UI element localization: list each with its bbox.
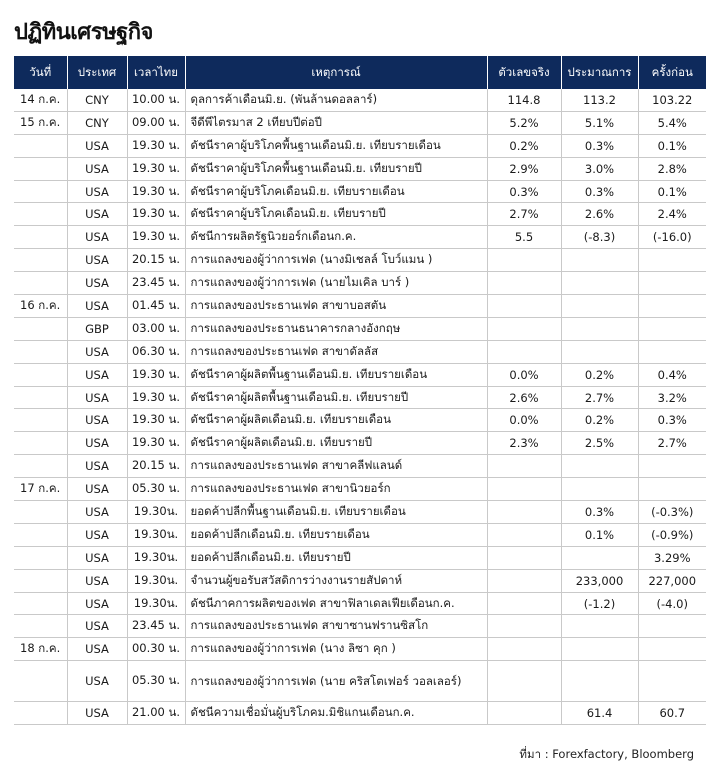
row-event: การแถลงของผู้ว่าการเฟด (นายไมเคิล บาร์ ) — [185, 272, 487, 295]
row-country: USA — [67, 363, 127, 386]
table-row — [14, 432, 706, 455]
row-actual: 0.2% — [487, 134, 561, 157]
row-actual — [487, 638, 561, 661]
row-date — [14, 203, 67, 226]
table-header-row — [14, 56, 706, 89]
row-date — [14, 157, 67, 180]
row-previous: 227,000 — [638, 569, 706, 592]
table-row — [14, 478, 706, 501]
row-time: 19.30น. — [127, 592, 185, 615]
row-time: 19.30 น. — [127, 180, 185, 203]
row-date — [14, 386, 67, 409]
row-time: 19.30 น. — [127, 432, 185, 455]
row-previous — [638, 249, 706, 272]
row-date — [14, 363, 67, 386]
row-forecast — [561, 455, 638, 478]
row-time: 19.30น. — [127, 501, 185, 524]
row-previous — [638, 478, 706, 501]
row-actual — [487, 546, 561, 569]
row-previous — [638, 638, 706, 661]
row-actual — [487, 455, 561, 478]
row-forecast: 113.2 — [561, 89, 638, 111]
row-forecast: (-8.3) — [561, 226, 638, 249]
header-previous: ครั้งก่อน — [638, 56, 706, 89]
row-date: 16 ก.ค. — [14, 295, 67, 318]
row-forecast: 3.0% — [561, 157, 638, 180]
row-event: ดัชนีราคาผู้บริโภคเดือนมิ.ย. เทียบรายเดือน — [185, 180, 487, 203]
row-country: USA — [67, 592, 127, 615]
row-actual: 0.0% — [487, 409, 561, 432]
table-row — [14, 615, 706, 638]
row-forecast: 0.2% — [561, 363, 638, 386]
row-previous: 3.29% — [638, 546, 706, 569]
row-previous: 2.8% — [638, 157, 706, 180]
row-previous — [638, 340, 706, 363]
row-previous: 0.3% — [638, 409, 706, 432]
row-event: ดัชนีราคาผู้ผลิตเดือนมิ.ย. เทียบรายปี — [185, 432, 487, 455]
table-row — [14, 111, 706, 134]
row-previous — [638, 272, 706, 295]
row-actual: 5.2% — [487, 111, 561, 134]
row-time: 19.30 น. — [127, 134, 185, 157]
row-forecast: 2.6% — [561, 203, 638, 226]
row-previous: (-0.9%) — [638, 523, 706, 546]
table-row — [14, 569, 706, 592]
header-event: เหตุการณ์ — [185, 56, 487, 89]
row-date — [14, 226, 67, 249]
row-country: GBP — [67, 317, 127, 340]
row-forecast — [561, 478, 638, 501]
row-forecast — [561, 546, 638, 569]
row-date — [14, 249, 67, 272]
row-forecast — [561, 340, 638, 363]
row-time: 19.30น. — [127, 569, 185, 592]
row-date — [14, 409, 67, 432]
table-row — [14, 89, 706, 111]
row-date — [14, 432, 67, 455]
row-forecast: (-1.2) — [561, 592, 638, 615]
economic-calendar-table — [14, 56, 706, 725]
row-country: CNY — [67, 89, 127, 111]
row-country: USA — [67, 134, 127, 157]
row-country: USA — [67, 523, 127, 546]
row-time: 19.30 น. — [127, 203, 185, 226]
row-time: 10.00 น. — [127, 89, 185, 111]
row-actual — [487, 295, 561, 318]
row-date: 18 ก.ค. — [14, 638, 67, 661]
row-event: การแถลงของผู้ว่าการเฟด (นาย คริสโตเฟอร์ วอลเลอร์) — [185, 661, 487, 702]
table-row — [14, 455, 706, 478]
source-note: ที่มา : Forexfactory, Bloomberg — [519, 747, 694, 761]
row-time: 00.30 น. — [127, 638, 185, 661]
row-country: USA — [67, 203, 127, 226]
row-country: USA — [67, 409, 127, 432]
row-previous: 2.7% — [638, 432, 706, 455]
row-previous — [638, 295, 706, 318]
row-date — [14, 546, 67, 569]
row-actual: 0.3% — [487, 180, 561, 203]
row-time: 19.30 น. — [127, 226, 185, 249]
row-previous: 103.22 — [638, 89, 706, 111]
row-previous: 0.1% — [638, 134, 706, 157]
table-row — [14, 226, 706, 249]
row-date — [14, 569, 67, 592]
row-event: การแถลงของประธานเฟด สาขานิวยอร์ก — [185, 478, 487, 501]
row-actual — [487, 272, 561, 295]
row-time: 20.15 น. — [127, 455, 185, 478]
row-event: การแถลงของประธานเฟด สาขาซานฟรานซิสโก — [185, 615, 487, 638]
row-actual: 2.7% — [487, 203, 561, 226]
row-time: 19.30 น. — [127, 363, 185, 386]
row-date — [14, 317, 67, 340]
row-event: ดัชนีราคาผู้บริโภคเดือนมิ.ย. เทียบรายปี — [185, 203, 487, 226]
row-event: ดัชนีราคาผู้ผลิตพื้นฐานเดือนมิ.ย. เทียบรายเดือน — [185, 363, 487, 386]
row-country: USA — [67, 180, 127, 203]
row-time: 09.00 น. — [127, 111, 185, 134]
row-forecast: 0.2% — [561, 409, 638, 432]
row-event: ยอดค้าปลีกเดือนมิ.ย. เทียบรายปี — [185, 546, 487, 569]
row-event: ยอดค้าปลีกพื้นฐานเดือนมิ.ย. เทียบรายเดือน — [185, 501, 487, 524]
row-previous: 5.4% — [638, 111, 706, 134]
row-country: USA — [67, 226, 127, 249]
row-time: 05.30 น. — [127, 661, 185, 702]
row-date — [14, 523, 67, 546]
row-time: 03.00 น. — [127, 317, 185, 340]
row-time: 21.00 น. — [127, 702, 185, 725]
row-event: การแถลงของประธานธนาคารกลางอังกฤษ — [185, 317, 487, 340]
table-row — [14, 409, 706, 432]
row-time: 19.30 น. — [127, 157, 185, 180]
row-previous — [638, 317, 706, 340]
table-row — [14, 638, 706, 661]
row-actual: 2.3% — [487, 432, 561, 455]
row-actual: 2.6% — [487, 386, 561, 409]
row-event: การแถลงของประธานเฟด สาขาบอสตัน — [185, 295, 487, 318]
row-actual: 5.5 — [487, 226, 561, 249]
row-actual — [487, 523, 561, 546]
table-row — [14, 340, 706, 363]
row-time: 20.15 น. — [127, 249, 185, 272]
header-actual: ตัวเลขจริง — [487, 56, 561, 89]
row-country: USA — [67, 615, 127, 638]
row-time: 06.30 น. — [127, 340, 185, 363]
row-country: USA — [67, 295, 127, 318]
row-country: USA — [67, 661, 127, 702]
row-previous: (-4.0) — [638, 592, 706, 615]
row-time: 05.30 น. — [127, 478, 185, 501]
row-previous — [638, 661, 706, 702]
row-previous: (-0.3%) — [638, 501, 706, 524]
row-forecast — [561, 615, 638, 638]
row-forecast: 2.5% — [561, 432, 638, 455]
row-date — [14, 455, 67, 478]
row-actual — [487, 501, 561, 524]
table-row — [14, 317, 706, 340]
table-row — [14, 592, 706, 615]
row-forecast: 0.3% — [561, 180, 638, 203]
row-previous: (-16.0) — [638, 226, 706, 249]
row-date — [14, 661, 67, 702]
row-time: 19.30น. — [127, 546, 185, 569]
row-actual — [487, 661, 561, 702]
row-country: USA — [67, 249, 127, 272]
row-previous: 60.7 — [638, 702, 706, 725]
header-time: เวลาไทย — [127, 56, 185, 89]
table-row — [14, 661, 706, 702]
row-date — [14, 501, 67, 524]
row-forecast: 233,000 — [561, 569, 638, 592]
row-event: การแถลงของผู้ว่าการเฟด (นางมิเชลล์ โบว์แมน ) — [185, 249, 487, 272]
row-time: 01.45 น. — [127, 295, 185, 318]
row-date: 15 ก.ค. — [14, 111, 67, 134]
row-country: USA — [67, 432, 127, 455]
row-event: ดัชนีราคาผู้บริโภคพื้นฐานเดือนมิ.ย. เทียบรายปี — [185, 157, 487, 180]
row-forecast — [561, 272, 638, 295]
row-date: 17 ก.ค. — [14, 478, 67, 501]
row-actual: 114.8 — [487, 89, 561, 111]
row-previous: 2.4% — [638, 203, 706, 226]
row-actual — [487, 317, 561, 340]
row-forecast — [561, 249, 638, 272]
row-event: ดัชนีการผลิตรัฐนิวยอร์กเดือนก.ค. — [185, 226, 487, 249]
table-row — [14, 249, 706, 272]
row-forecast — [561, 661, 638, 702]
table-row — [14, 523, 706, 546]
row-actual — [487, 569, 561, 592]
row-date — [14, 180, 67, 203]
row-event: ยอดค้าปลีกเดือนมิ.ย. เทียบรายเดือน — [185, 523, 487, 546]
row-event: ดุลการค้าเดือนมิ.ย. (พันล้านดอลลาร์) — [185, 89, 487, 111]
row-forecast: 61.4 — [561, 702, 638, 725]
row-actual: 2.9% — [487, 157, 561, 180]
row-actual — [487, 249, 561, 272]
row-country: USA — [67, 455, 127, 478]
row-country: USA — [67, 478, 127, 501]
row-country: USA — [67, 386, 127, 409]
row-forecast — [561, 317, 638, 340]
table-row — [14, 157, 706, 180]
row-time: 19.30น. — [127, 523, 185, 546]
header-forecast: ประมาณการ — [561, 56, 638, 89]
table-row — [14, 386, 706, 409]
row-actual — [487, 478, 561, 501]
header-date: วันที่ — [14, 56, 67, 89]
row-date — [14, 592, 67, 615]
row-event: ดัชนีภาคการผลิตของเฟด สาขาฟิลาเดลเฟียเดือนก.ค. — [185, 592, 487, 615]
row-country: USA — [67, 340, 127, 363]
row-event: ดัชนีความเชื่อมั่นผู้บริโภคม.มิชิแกนเดือนก.ค. — [185, 702, 487, 725]
row-country: USA — [67, 157, 127, 180]
row-actual — [487, 702, 561, 725]
row-forecast: 5.1% — [561, 111, 638, 134]
table-row — [14, 180, 706, 203]
row-date — [14, 340, 67, 363]
table-row — [14, 272, 706, 295]
table-row — [14, 702, 706, 725]
row-previous — [638, 455, 706, 478]
row-previous — [638, 615, 706, 638]
table-row — [14, 134, 706, 157]
table-row — [14, 501, 706, 524]
row-event: ดัชนีราคาผู้บริโภคพื้นฐานเดือนมิ.ย. เทียบรายเดือน — [185, 134, 487, 157]
row-country: USA — [67, 501, 127, 524]
table-row — [14, 295, 706, 318]
row-date — [14, 272, 67, 295]
row-event: ดัชนีราคาผู้ผลิตเดือนมิ.ย. เทียบรายเดือน — [185, 409, 487, 432]
row-time: 23.45 น. — [127, 272, 185, 295]
row-date — [14, 702, 67, 725]
row-previous: 0.4% — [638, 363, 706, 386]
row-forecast — [561, 638, 638, 661]
row-date: 14 ก.ค. — [14, 89, 67, 111]
row-time: 19.30 น. — [127, 386, 185, 409]
table-row — [14, 363, 706, 386]
row-forecast: 0.1% — [561, 523, 638, 546]
row-country: CNY — [67, 111, 127, 134]
row-date — [14, 134, 67, 157]
row-forecast: 0.3% — [561, 501, 638, 524]
row-country: USA — [67, 638, 127, 661]
row-country: USA — [67, 546, 127, 569]
header-country: ประเทศ — [67, 56, 127, 89]
row-time: 23.45 น. — [127, 615, 185, 638]
row-previous: 0.1% — [638, 180, 706, 203]
page-title: ปฏิทินเศรษฐกิจ — [14, 20, 153, 45]
row-event: จำนวนผู้ขอรับสวัสดิการว่างงานรายสัปดาห์ — [185, 569, 487, 592]
row-event: การแถลงของประธานเฟด สาขาคลีฟแลนด์ — [185, 455, 487, 478]
row-previous: 3.2% — [638, 386, 706, 409]
row-time: 19.30 น. — [127, 409, 185, 432]
row-forecast: 2.7% — [561, 386, 638, 409]
row-date — [14, 615, 67, 638]
row-actual: 0.0% — [487, 363, 561, 386]
row-actual — [487, 592, 561, 615]
table-row — [14, 203, 706, 226]
row-event: การแถลงของประธานเฟด สาขาดัลลัส — [185, 340, 487, 363]
row-country: USA — [67, 569, 127, 592]
row-actual — [487, 615, 561, 638]
row-country: USA — [67, 702, 127, 725]
row-event: จีดีพีไตรมาส 2 เทียบปีต่อปี — [185, 111, 487, 134]
row-actual — [487, 340, 561, 363]
row-country: USA — [67, 272, 127, 295]
row-forecast — [561, 295, 638, 318]
row-forecast: 0.3% — [561, 134, 638, 157]
row-event: การแถลงของผู้ว่าการเฟด (นาง ลิซา คุก ) — [185, 638, 487, 661]
table-row — [14, 546, 706, 569]
row-event: ดัชนีราคาผู้ผลิตพื้นฐานเดือนมิ.ย. เทียบรายปี — [185, 386, 487, 409]
